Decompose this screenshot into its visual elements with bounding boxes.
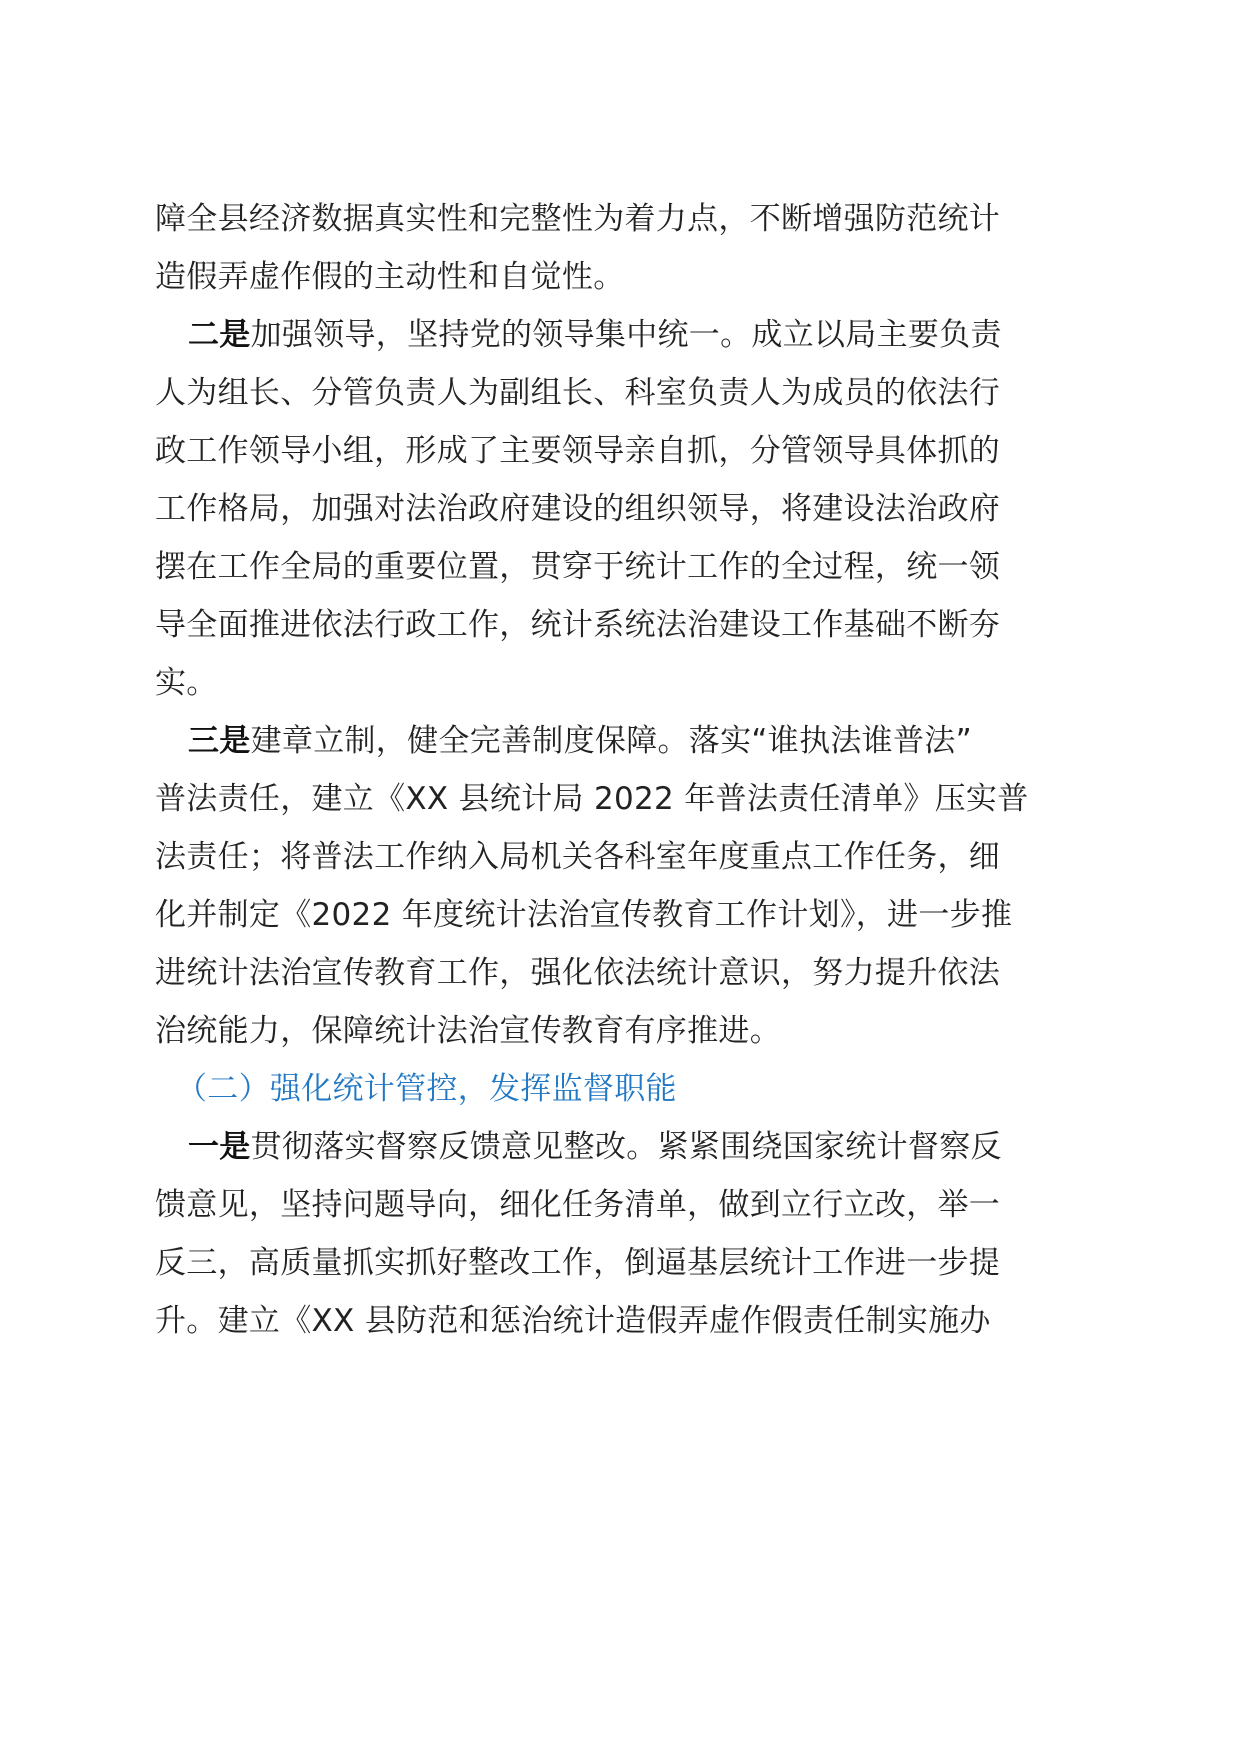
paragraph-line	[188, 716, 972, 766]
paragraph-line	[155, 252, 625, 302]
section-heading-text: （二）强化统计管控，发挥监督职能	[176, 1071, 677, 1107]
paragraph-line	[155, 368, 1000, 418]
line-text: 造假弄虚作假的主动性和自觉性。	[155, 259, 625, 295]
paragraph-line	[188, 310, 1002, 360]
line-text: 障全县经济数据真实性和完整性为着力点，不断增强防范统计	[155, 201, 1001, 237]
line-text: 人为组长、分管负责人为副组长、科室负责人为成员的依法行	[155, 375, 1001, 411]
paragraph-line	[155, 542, 1000, 592]
line-text: 治统能力，保障统计法治宣传教育有序推进。	[155, 1013, 781, 1049]
line-text: 实。	[155, 665, 218, 701]
paragraph-line	[155, 600, 1000, 650]
line-text: 工作格局，加强对法治政府建设的组织领导，将建设法治政府	[155, 491, 1001, 527]
section-heading	[176, 1064, 677, 1114]
paragraph-line	[155, 1180, 1000, 1230]
line-text: 政工作领导小组，形成了主要领导亲自抓，分管领导具体抓的	[155, 433, 1001, 469]
paragraph-line	[155, 774, 1029, 824]
line-text: 反三，高质量抓实抓好整改工作，倒逼基层统计工作进一步提	[155, 1245, 1001, 1281]
line-text: 普法责任，建立《XX 县统计局 2022 年普法责任清单》压实普	[155, 781, 1029, 817]
paragraph-line	[155, 1006, 781, 1056]
line-text: 升。建立《XX 县防范和惩治统计造假弄虚作假责任制实施办	[155, 1303, 991, 1339]
paragraph-line	[155, 194, 1000, 244]
paragraph-line	[155, 1296, 991, 1346]
paragraph-line	[155, 832, 1000, 882]
line-text: 建章立制，健全完善制度保障。落实“谁执法谁普法”	[250, 723, 972, 759]
paragraph-line	[155, 948, 1000, 998]
paragraph-lead: 三是	[188, 723, 251, 759]
paragraph-line	[155, 890, 1012, 940]
line-text: 进统计法治宣传教育工作，强化依法统计意识，努力提升依法	[155, 955, 1001, 991]
line-text: 法责任；将普法工作纳入局机关各科室年度重点工作任务，细	[155, 839, 1001, 875]
line-text: 摆在工作全局的重要位置，贯穿于统计工作的全过程，统一领	[155, 549, 1001, 585]
line-text: 导全面推进依法行政工作，统计系统法治建设工作基础不断夯	[155, 607, 1001, 643]
paragraph-line	[155, 484, 1000, 534]
paragraph-line	[155, 1238, 1000, 1288]
line-text: 馈意见，坚持问题导向，细化任务清单，做到立行立改，举一	[155, 1187, 1001, 1223]
paragraph-line	[155, 658, 218, 708]
line-text: 化并制定《2022 年度统计法治宣传教育工作计划》，进一步推	[155, 897, 1013, 933]
paragraph-lead: 二是	[188, 317, 251, 353]
line-text: 贯彻落实督察反馈意见整改。紧紧围绕国家统计督察反	[250, 1129, 1002, 1165]
paragraph-line	[155, 426, 1000, 476]
paragraph-line	[188, 1122, 1002, 1172]
paragraph-lead: 一是	[188, 1129, 251, 1165]
line-text: 加强领导，坚持党的领导集中统一。成立以局主要负责	[250, 317, 1002, 353]
